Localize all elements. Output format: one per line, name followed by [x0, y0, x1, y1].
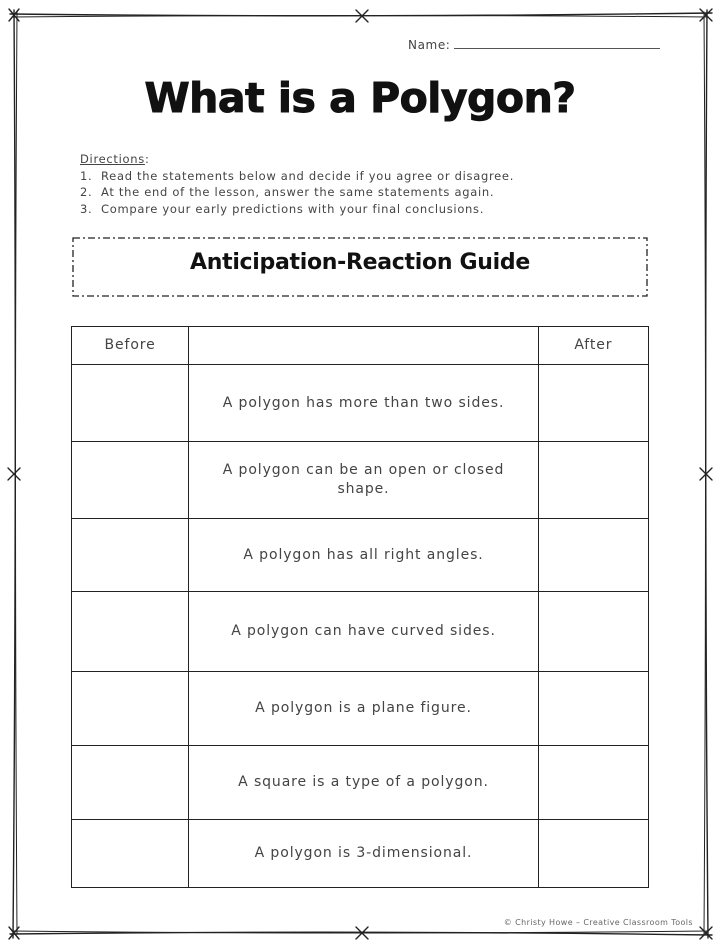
directions-heading: Directions: [80, 152, 150, 166]
statement-cell: A polygon is a plane figure. [189, 672, 539, 746]
table-row [72, 442, 649, 519]
directions-list [80, 168, 620, 218]
before-answer-cell[interactable] [72, 672, 189, 746]
table-header-row [72, 327, 649, 365]
after-answer-cell[interactable] [538, 820, 648, 888]
copyright-footer: © Christy Howe – Creative Classroom Tools [503, 918, 693, 927]
table-row [72, 519, 649, 592]
after-answer-cell[interactable] [538, 592, 648, 672]
before-answer-cell[interactable] [72, 519, 189, 592]
page-title: What is a Polygon? [144, 74, 576, 122]
directions [80, 151, 620, 217]
after-answer-cell[interactable] [538, 672, 648, 746]
after-column-header: After [538, 327, 648, 365]
after-answer-cell[interactable] [538, 442, 648, 519]
direction-step: 3. Compare your early predictions with your final conclusions. [80, 201, 485, 216]
name-label: Name: [408, 38, 451, 52]
after-answer-cell[interactable] [538, 365, 648, 442]
name-field[interactable] [408, 38, 660, 52]
after-answer-cell[interactable] [538, 746, 648, 820]
statement-cell: A polygon can be an open or closed shape. [189, 442, 539, 519]
statement-cell: A square is a type of a polygon. [189, 746, 539, 820]
before-answer-cell[interactable] [72, 746, 189, 820]
statement-column-header [189, 327, 539, 365]
table-row [72, 820, 649, 888]
directions-label: Directions [80, 152, 145, 166]
before-answer-cell[interactable] [72, 592, 189, 672]
table-row [72, 746, 649, 820]
before-answer-cell[interactable] [72, 820, 189, 888]
name-blank-line[interactable] [454, 38, 660, 49]
table-row [72, 672, 649, 746]
statement-cell: A polygon has more than two sides. [189, 365, 539, 442]
after-answer-cell[interactable] [538, 519, 648, 592]
table-row [72, 592, 649, 672]
statement-cell: A polygon can have curved sides. [189, 592, 539, 672]
table-row [72, 365, 649, 442]
direction-step: 2. At the end of the lesson, answer the same statements again. [80, 185, 495, 199]
anticipation-reaction-table [71, 326, 649, 888]
before-answer-cell[interactable] [72, 442, 189, 519]
before-column-header: Before [72, 327, 189, 365]
before-answer-cell[interactable] [72, 365, 189, 442]
statement-cell: A polygon is 3-dimensional. [189, 820, 539, 888]
direction-step: 1. Read the statements below and decide if you agree or disagree. [80, 168, 515, 183]
statement-cell: A polygon has all right angles. [189, 519, 539, 592]
guide-title: Anticipation-Reaction Guide [190, 250, 530, 275]
